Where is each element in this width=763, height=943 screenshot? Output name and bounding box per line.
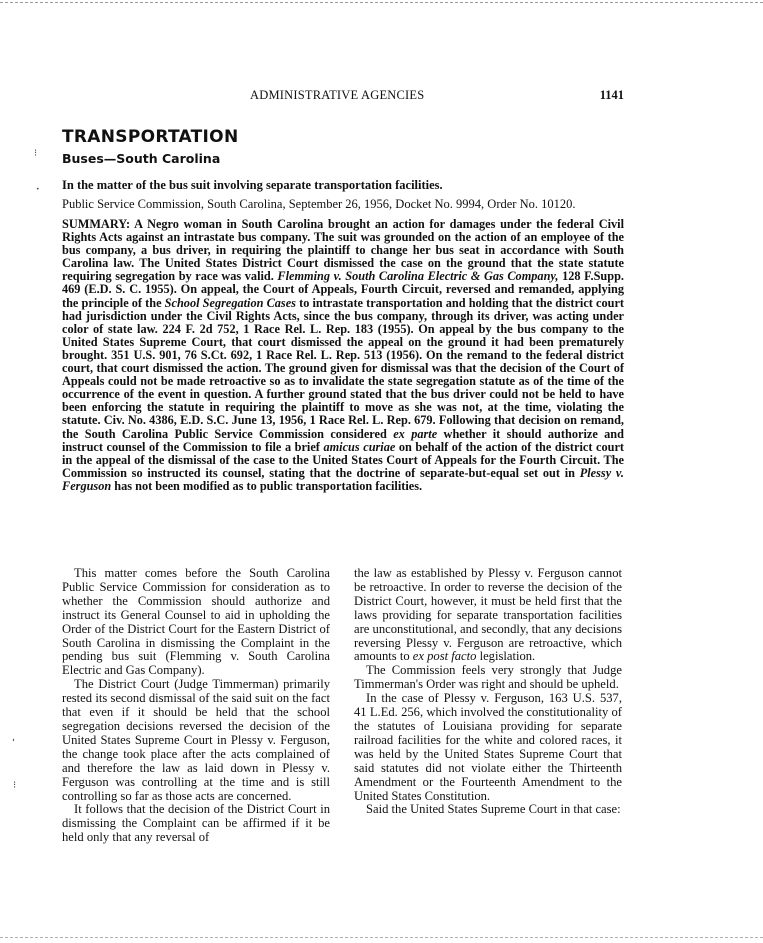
body-column-left (62, 567, 330, 845)
margin-mark: ʻ (12, 738, 16, 749)
margin-mark: ⁝ (34, 148, 38, 159)
body-column-right (354, 567, 622, 817)
latin-term: amicus curiae (323, 439, 396, 454)
subsection-title: Buses—South Carolina (62, 151, 221, 166)
case-name: Flemming v. South Carolina Electric & Gas Company, (277, 269, 559, 284)
page-number: 1141 (599, 88, 624, 102)
summary-label: SUMMARY: (62, 217, 131, 231)
running-title: ADMINISTRATIVE AGENCIES (250, 88, 425, 102)
latin-term: ex post facto (412, 649, 477, 664)
top-perforation (0, 2, 763, 3)
case-name: School Segregation Cases (164, 295, 296, 310)
margin-mark: ⁝ (13, 780, 17, 791)
summary-text: 128 F.Supp. 469 (E.D. S. C. 1955). On appeal, the Court of Appeals, Fourth Circuit, reversed and remanded, applying the principle of the (62, 269, 625, 310)
body-paragraph: Said the United States Supreme Court in that case: (366, 802, 621, 817)
case-title: In the matter of the bus suit involving separate transportation facilities. (62, 178, 443, 192)
body-paragraph: In the case of Plessy v. Ferguson, 163 U.S. 537, 41 L.Ed. 256, which involved the constitutionality of the statutes of Louisiana providing for separate railroad facilities for the white and colored races, it was held by the United States Supreme Court that said statutes did not violate either the Thirteenth Amendment or the Fourteenth Amendment to the United States Constitution. (354, 691, 622, 803)
body-paragraph: This matter comes before the South Carolina Public Service Commission for consideration as to whether the Commission should authorize and instruct its General Counsel to aid in upholding the Order of the District Court for the Eastern District of South Carolina in dismissing the Complaint in the pending bus suit (Flemming v. South Carolina Electric and Gas Company). (62, 566, 330, 678)
body-text: the law as established by Plessy v. Ferguson cannot be retroactive. In order to reverse the decision of the District Court, however, it must be held first that the laws providing for separate transportation facilities are unconstitutional, and secondly, that any decisions reversing Plessy v. Ferguson are retroactive, which amounts to (354, 566, 622, 664)
body-text: legislation. (476, 649, 536, 664)
bottom-perforation (0, 937, 763, 938)
summary-text: on behalf of the action of the district court in the appeal of the dismissal of the case to the United States Court of Appeals for the Fourth Circuit. The Commission so instructed its counsel, stating that the doctrine of separate-but-equal set out in (62, 439, 625, 480)
margin-mark: • (36, 186, 40, 193)
body-paragraph: It follows that the decision of the District Court in dismissing the Complaint can be affirmed if it be held only that any reversal of (62, 802, 330, 845)
latin-term: ex parte (393, 426, 438, 441)
summary-text: A Negro woman in South Carolina brought an action for damages under the federal Civil Rights Acts against an intrastate bus company. The suit was grounded on the action of an employee of the bus company, a bus driver, in requiring the plaintiff to change her bus seat in accordance with South Carolina law. The United States District Court dismissed the case on the ground that the state statute requiring segregation by race was valid. (62, 217, 624, 284)
section-title: TRANSPORTATION (62, 127, 239, 147)
body-paragraph: The District Court (Judge Timmerman) primarily rested its second dismissal of the said suit on the fact that even if it should be held that the school segregation decisions reversed the decision of the United States Supreme Court in Plessy v. Ferguson, the change took place after the acts complained of and therefore the law as laid down in Plessy v. Ferguson was controlling at the time and is still controlling so far as those acts are concerned. (62, 677, 330, 803)
case-citation: Public Service Commission, South Carolina, September 26, 1956, Docket No. 9994, Order No. 10120. (62, 197, 576, 211)
body-paragraph: The Commission feels very strongly that Judge Timmerman's Order was right and should be upheld. (354, 663, 622, 692)
summary-text: whether it should authorize and instruct counsel of the Commission to file a brief (62, 426, 624, 454)
case-name: Plessy v. Ferguson (62, 465, 624, 493)
summary-block (62, 218, 624, 493)
body-paragraph (354, 567, 622, 664)
summary-text: to intrastate transportation and holding that the district court had jurisdiction under the Civil Rights Acts, since the bus company, through its driver, was acting under color of state law. 224 F. 2d 752, 1 Race Rel. L. Rep. 183 (1955). On appeal by the bus company to the United States Supreme Court, that court dismissed the appeal on the ground it had been prematurely brought. 351 U.S. 901, 76 S.Ct. 692, 1 Race Rel. L. Rep. 513 (1956). On the remand to the federal district court, that court dismissed the action. The ground given for dismissal was that the decision of the Court of Appeals could not be made retroactive so as to invalidate the state segregation statute as of the time of the occurrence of the event in question. A further ground stated that the bus driver could not be held to have been enforcing the statute in requiring the plaintiff to move as she was not, at the time, violating the statute. Civ. No. 4386, E.D. S.C. June 13, 1956, 1 Race Rel. L. Rep. 679. Following that decision on remand, the South Carolina Public Service Commission considered (62, 295, 624, 441)
summary-text: has not been modified as to public transportation facilities. (111, 478, 423, 493)
